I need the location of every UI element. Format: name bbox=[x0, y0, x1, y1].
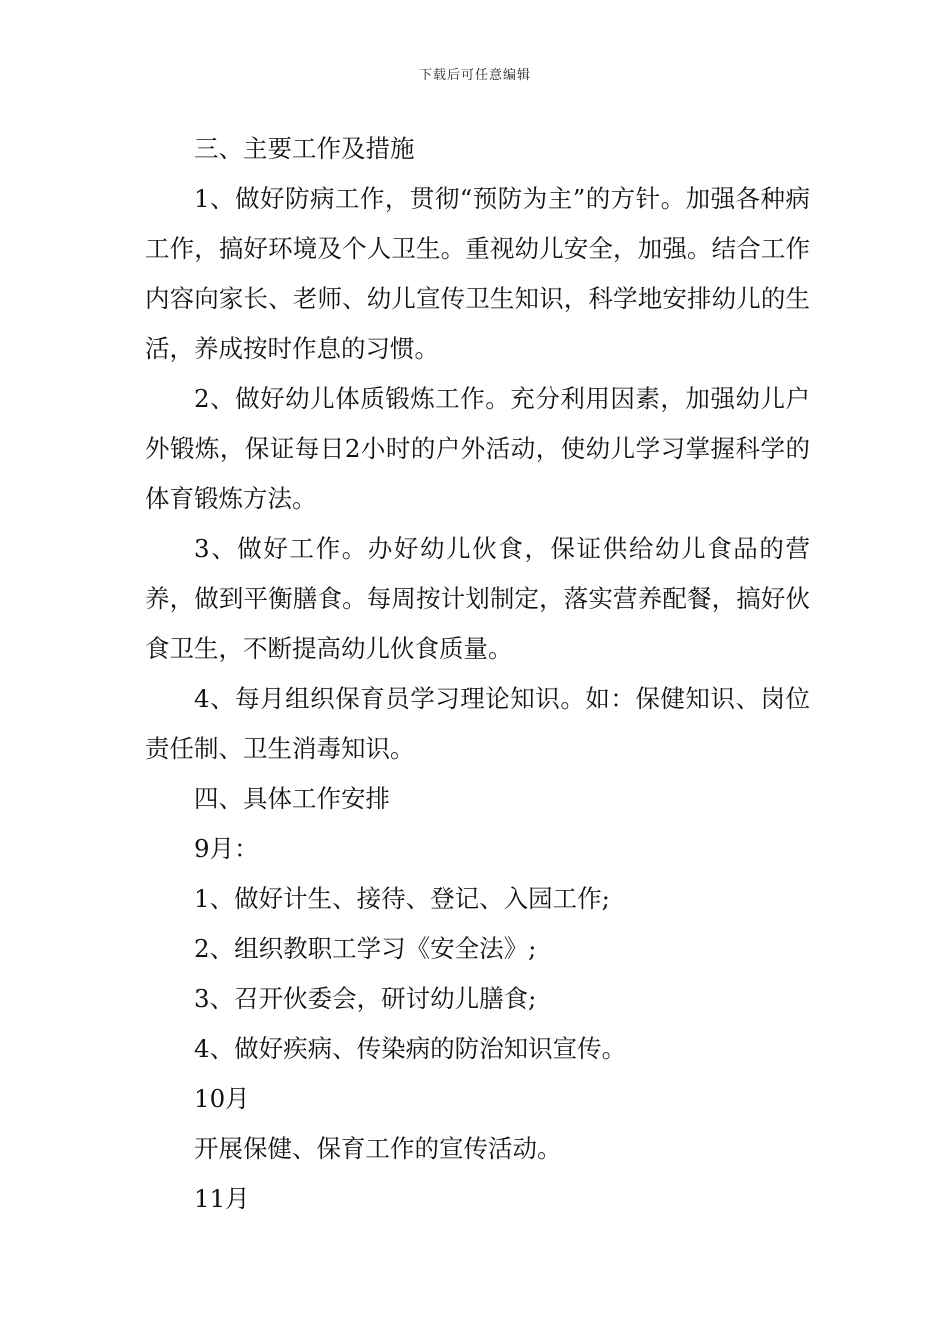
paragraph-physical-exercise: 2、做好幼儿体质锻炼工作。充分利用因素，加强幼儿户外锻炼，保证每日2小时的户外活动，使幼儿学习掌握科学的体育锻炼方法。 bbox=[145, 384, 810, 513]
list-item: 1、做好计生、接待、登记、入园工作; bbox=[194, 884, 610, 913]
month-heading-september: 9月： bbox=[194, 834, 259, 863]
paragraph-disease-prevention: 1、做好防病工作，贯彻“预防为主”的方针。加强各种病工作，搞好环境及个人卫生。重视幼儿安全，加强。结合工作内容向家长、老师、幼儿宣传卫生知识，科学地安排幼儿的生活，养成按时作息的习惯。 bbox=[145, 184, 810, 363]
header-note: 下载后可任意编辑 bbox=[418, 68, 531, 83]
paragraph-staff-training: 4、每月组织保育员学习理论知识。如：保健知识、岗位责任制、卫生消毒知识。 bbox=[145, 684, 810, 763]
month-heading-october: 10月 bbox=[194, 1084, 250, 1113]
section-heading-schedule: 四、具体工作安排 bbox=[194, 784, 390, 813]
list-item: 4、做好疾病、传染病的防治知识宣传。 bbox=[194, 1034, 627, 1063]
list-item: 3、召开伙委会，研讨幼儿膳食; bbox=[194, 984, 537, 1013]
document-body bbox=[145, 124, 810, 1224]
paragraph-october-activity: 开展保健、保育工作的宣传活动。 bbox=[194, 1134, 562, 1163]
paragraph-nutrition: 3、做好工作。办好幼儿伙食，保证供给幼儿食品的营养，做到平衡膳食。每周按计划制定，落实营养配餐，搞好伙食卫生，不断提高幼儿伙食质量。 bbox=[145, 534, 810, 663]
month-heading-november: 11月 bbox=[194, 1184, 250, 1213]
section-heading-measures: 三、主要工作及措施 bbox=[194, 134, 415, 163]
list-item: 2、组织教职工学习《安全法》; bbox=[194, 934, 537, 963]
